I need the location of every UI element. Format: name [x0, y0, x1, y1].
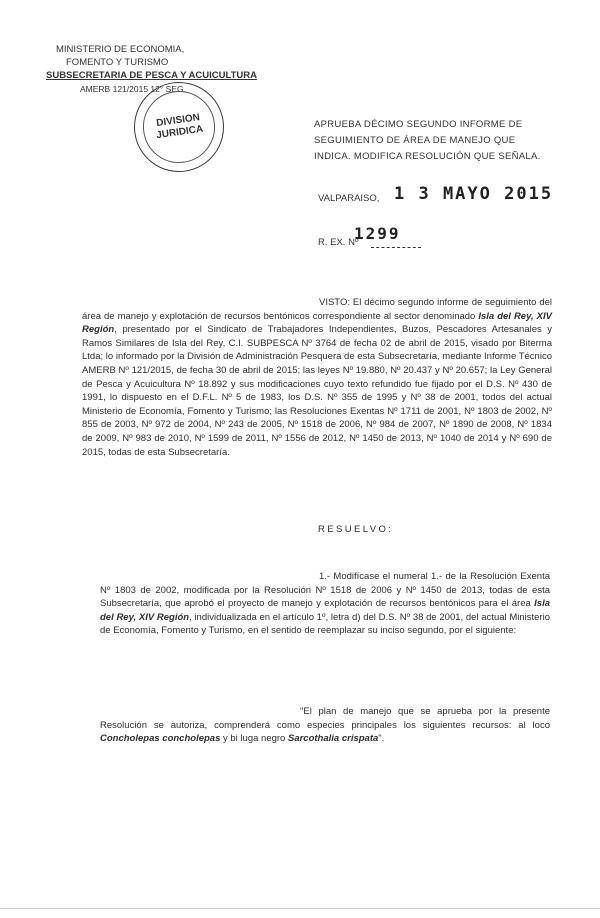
visto-text-1: VISTO: El décimo segundo informe de seguimiento del área de manejo y explotación de recursos bentónicos correspondiente al sector denominado	[82, 297, 552, 322]
resolution-point-1	[100, 570, 550, 638]
date-stamp: 1 3 MAYO 2015	[394, 184, 554, 204]
place-label: VALPARAISO,	[318, 193, 380, 204]
point1-text-2: , individualizada en el artículo 1º, letra d) del D.S. Nº 38 de 2001, del actual Ministerio de Economía, Fomento y Turismo, en el sentido de reemplazar su inciso segundo, por el siguiente:	[100, 611, 550, 637]
quote-text-3: ".	[378, 733, 385, 745]
stamp-text: DIVISION JURIDICA	[155, 112, 204, 142]
resuelvo-heading: RESUELVO:	[318, 524, 394, 535]
quote-species-2: Sarcothalia crispata	[287, 733, 379, 745]
rex-label: R. EX. Nº	[318, 237, 359, 248]
quote-species-1: Concholepas concholepas	[100, 733, 221, 745]
quote-text-1: "El plan de manejo que se aprueba por la presente Resolución se autoriza, comprenderá como especies principales los siguientes recursos: al loco	[100, 706, 550, 731]
rex-underline	[371, 247, 421, 248]
reference-code: AMERB 121/2015 12° SEG.	[80, 84, 186, 94]
visto-sector-name: Isla del Rey, XIV Región	[82, 310, 552, 336]
subsecretariat-line: SUBSECRETARIA DE PESCA Y ACUICULTURA	[46, 70, 257, 81]
point1-text-1: 1.- Modifícase el numeral 1.- de la Resolución Exenta Nº 1803 de 2002, modificada por la Resolución Nº 1518 de 2006 y Nº 1450 de 2013, todas de esta Subsecretaría, que aprobó el proyecto de manejo y explotación de recursos bentónicos para el área	[100, 571, 550, 610]
page-bottom-edge	[0, 908, 600, 909]
ministry-subline: FOMENTO Y TURISMO	[66, 57, 169, 68]
point1-sector-name: Isla del Rey, XIV Región	[100, 598, 550, 623]
visto-text-2: , presentado por el Sindicato de Trabajadores Independientes, Buzos, Pescadores Artesanales y Ramos Similares de Isla del Rey, C.I. SUBPESCA Nº 3764 de fecha 02 de abril de 2015, visado por Biterma Ltda; lo informado por la División de Administración Pesquera de esta Subsecretaría, mediante Informe Técnico AMERB Nº 121/2015, de fecha 30 de abril de 2015; las leyes Nº 19.880, Nº 20.437 y Nº 20.657; la Ley General de Pesca y Acuicultura Nº 18.892 y sus modificaciones cuyo texto refundido fue fijado por el D.S. Nº 430 de 1991, lo dispuesto en el D.F.L. Nº 5 de 1983, los D.S. Nº 355 de 1995 y Nº 38 de 2001, todos del actual Ministerio de Economía, Fomento y Turismo; las Resoluciones Exentas Nº 1711 de 2001, Nº 1803 de 2002, Nº 855 de 2003, Nº 972 de 2004, Nº 243 de 2005, Nº 1518 de 2006, Nº 984 de 2007, Nº 1890 de 2008, Nº 1834 de 2009, Nº 983 de 2010, Nº 1599 de 2011, Nº 1556 de 2012, Nº 1450 de 2013, Nº 1040 de 2014 y Nº 690 de 2015, todas de esta Subsecretaría.	[82, 324, 552, 458]
quote-text-2: y bi luga negro	[220, 733, 288, 745]
quoted-replacement	[100, 705, 550, 746]
ministry-line: MINISTERIO DE ECONOMIA,	[56, 44, 185, 55]
rex-number: 1299	[354, 224, 401, 243]
visto-paragraph	[82, 296, 552, 459]
resolution-subject: APRUEBA DÉCIMO SEGUNDO INFORME DE SEGUIMIENTO DE ÁREA DE MANEJO QUE INDICA. MODIFICA RESOLUCIÓN QUE SEÑALA.	[314, 119, 541, 162]
